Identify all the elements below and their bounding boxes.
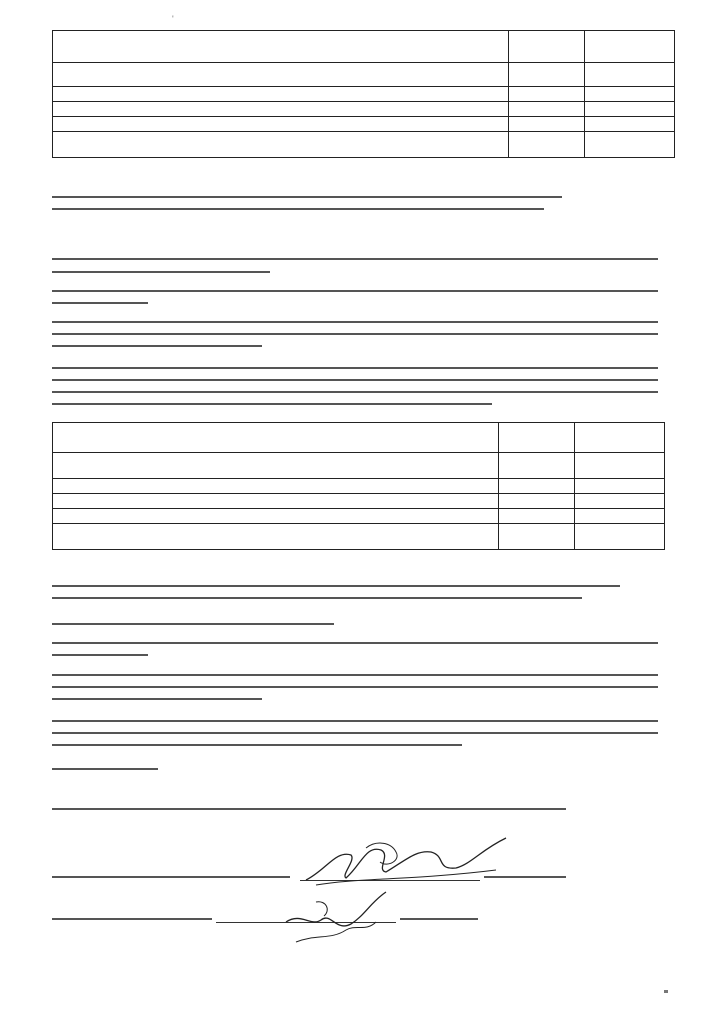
table-row xyxy=(53,63,675,87)
header-cell xyxy=(509,31,585,63)
row-label xyxy=(53,494,499,509)
header-cell xyxy=(575,423,665,453)
text-line xyxy=(52,597,582,599)
question-3-paragraph-1 xyxy=(52,290,658,292)
header-cell xyxy=(53,31,509,63)
row-count xyxy=(499,453,575,479)
row-label xyxy=(53,87,509,102)
voting-results-table-2 xyxy=(52,422,665,550)
table-row xyxy=(53,117,675,132)
row-count xyxy=(499,509,575,524)
secretary-signature xyxy=(276,882,396,952)
voting-results-table-1 xyxy=(52,30,675,158)
question-3-paragraph-2 xyxy=(52,321,658,323)
table-header xyxy=(53,31,675,63)
row-count xyxy=(509,102,585,117)
row-percent xyxy=(585,102,675,117)
page-corner-mark xyxy=(664,990,668,993)
row-percent xyxy=(585,117,675,132)
text-block-decision-2 xyxy=(52,585,620,587)
text-line xyxy=(52,302,148,304)
text-line xyxy=(52,732,658,734)
row-count xyxy=(499,494,575,509)
text-line xyxy=(52,379,658,381)
table-row xyxy=(53,87,675,102)
table-row xyxy=(53,479,665,494)
row-percent xyxy=(575,453,665,479)
table-header xyxy=(53,423,665,453)
chairman-role xyxy=(52,876,290,878)
row-label xyxy=(53,117,509,132)
text-block-decision-1 xyxy=(52,196,562,198)
row-percent xyxy=(575,509,665,524)
text-line xyxy=(52,744,462,746)
table-row xyxy=(53,132,675,158)
row-count xyxy=(509,132,585,158)
table-row xyxy=(53,524,665,550)
question-3-title xyxy=(52,258,658,260)
row-label xyxy=(53,63,509,87)
question-4-title xyxy=(52,623,334,625)
text-line xyxy=(52,271,270,273)
text-line xyxy=(52,345,262,347)
text-line xyxy=(52,698,262,700)
row-count xyxy=(509,87,585,102)
header-cell xyxy=(499,423,575,453)
row-count xyxy=(509,117,585,132)
row-percent xyxy=(575,479,665,494)
question-3-paragraph-3 xyxy=(52,367,658,369)
date-line xyxy=(52,808,566,810)
row-label xyxy=(53,132,509,158)
table-row xyxy=(53,494,665,509)
row-label xyxy=(53,509,499,524)
text-line xyxy=(52,391,658,393)
table-row xyxy=(53,453,665,479)
row-label xyxy=(53,524,499,550)
text-line xyxy=(52,208,544,210)
text-line xyxy=(52,654,148,656)
header-cell xyxy=(585,31,675,63)
text-line xyxy=(52,333,658,335)
table-row xyxy=(53,102,675,117)
text-line xyxy=(52,686,658,688)
scan-speck: ' xyxy=(172,14,174,24)
secretary-role xyxy=(52,918,212,920)
row-percent xyxy=(575,524,665,550)
question-4-paragraph-3 xyxy=(52,720,658,722)
question-4-paragraph-4 xyxy=(52,768,158,770)
row-count xyxy=(499,479,575,494)
header-cell xyxy=(53,423,499,453)
row-label xyxy=(53,102,509,117)
text-line xyxy=(52,403,492,405)
row-label xyxy=(53,479,499,494)
row-percent xyxy=(585,132,675,158)
secretary-name xyxy=(400,918,478,920)
row-label xyxy=(53,453,499,479)
table-row xyxy=(53,509,665,524)
question-4-paragraph-2 xyxy=(52,674,658,676)
row-percent xyxy=(585,87,675,102)
row-count xyxy=(509,63,585,87)
row-count xyxy=(499,524,575,550)
question-4-paragraph-1 xyxy=(52,642,658,644)
row-percent xyxy=(585,63,675,87)
row-percent xyxy=(575,494,665,509)
